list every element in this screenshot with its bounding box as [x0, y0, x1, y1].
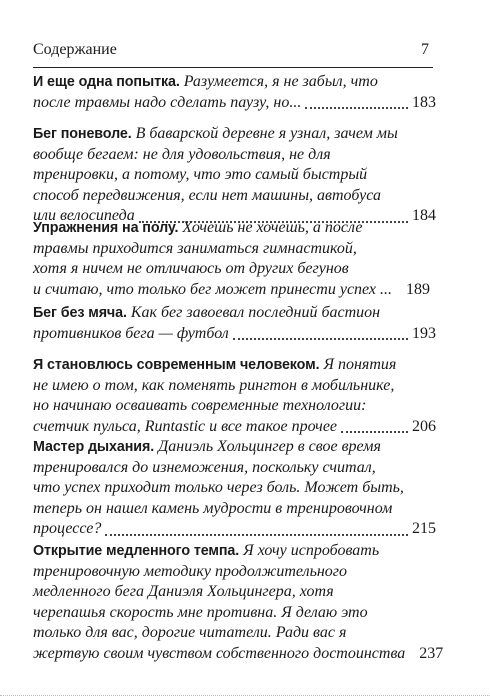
toc-page-number: 193 [412, 324, 436, 342]
dot-leader [305, 107, 408, 109]
toc-entry-text: Я хочу испробовать [243, 542, 380, 559]
toc-line: теперь он нашел камень мудрости в тренировочном [33, 499, 393, 517]
toc-entry-title: Открытие медленного темпа. [33, 543, 240, 559]
dot-leader [341, 431, 408, 433]
toc-line [33, 280, 436, 301]
toc-page-number: 189 [406, 280, 431, 298]
toc-entry-text: Даниэль Хольцингер в свое время [158, 438, 381, 455]
toc-entry-text: Разумеется, я не забыл, что [183, 73, 378, 90]
toc-entry-text: и считаю, что только бег может принести успех ... [33, 280, 393, 298]
dot-leader [233, 338, 408, 340]
toc-line [33, 324, 436, 345]
toc-entry-title: И еще одна попытка. [33, 74, 180, 90]
toc-page-number: 206 [412, 417, 436, 435]
toc-line: но начинаю осваивать современные технологии: [33, 397, 367, 415]
toc-entry-text: или велосипеда [33, 207, 135, 225]
page-edge-dots [0, 694, 490, 696]
toc-line: медленного бега Даниэля Хольцингера, хотя [33, 583, 334, 601]
toc-line [33, 541, 436, 562]
running-header [33, 41, 433, 68]
dot-leader [105, 534, 408, 536]
toc-line [33, 72, 436, 93]
toc-entry-title: Бег без мяча. [33, 305, 127, 321]
toc-line [33, 124, 436, 145]
toc-entry[interactable] [33, 355, 436, 437]
toc-entry-title: Бег поневоле. [33, 126, 132, 142]
toc-page-number: 184 [412, 207, 436, 225]
toc-line [33, 303, 436, 324]
toc-line: способ передвижения, если нет машины, автобуса [33, 186, 381, 204]
toc-line: тренировался до изнеможения, поскольку считал, [33, 458, 376, 476]
toc-line [33, 417, 436, 438]
toc-entry[interactable] [33, 303, 436, 344]
toc-entry-title: Я становлюсь современным человеком. [33, 357, 320, 373]
toc-page-number: 237 [419, 644, 444, 662]
toc-line: тренировочную методику продолжительного [33, 562, 348, 580]
toc-entry[interactable] [33, 541, 444, 665]
toc-line [33, 93, 436, 114]
toc-entry-title: Мастер дыхания. [33, 439, 155, 455]
toc-entry[interactable] [33, 218, 436, 300]
section-title: Содержание [33, 41, 117, 58]
toc-line: не имею о том, как поменять рингтон в мобильнике, [33, 376, 395, 394]
toc-line [33, 644, 444, 665]
toc-entry-text: противников бега — футбол [33, 324, 229, 342]
toc-line [33, 519, 436, 540]
toc-page-number: 183 [412, 93, 436, 111]
toc-line: что успех приходит только через боль. Может быть, [33, 479, 404, 497]
toc-line: тренировки, а потому, что это самый быстрый [33, 166, 368, 184]
toc-entry-text: В баварской деревне я узнал, зачем мы [135, 125, 398, 142]
toc-entry[interactable] [33, 72, 436, 113]
toc-entry-text: процессе? [33, 520, 102, 538]
toc-entry-text: Хочешь не хочешь, а после [182, 219, 363, 236]
toc-entry-text: счетчик пульса, Runtastic и все такое прочее [33, 417, 338, 435]
toc-line: черепашья скорость мне противна. Я делаю это [33, 603, 368, 621]
toc-line [33, 218, 436, 239]
toc-entry-text: Как бег завоевал последний бастион [130, 304, 381, 321]
toc-page-number: 215 [412, 520, 436, 538]
toc-line: только для вас, дорогие читатели. Ради вас я [33, 624, 347, 642]
page-number: 7 [421, 41, 429, 58]
toc-line [33, 437, 436, 458]
toc-line [33, 355, 436, 376]
toc-line: вообще бегаем: не для удовольствия, не для [33, 145, 331, 163]
toc-line: хотя я ничем не отличаюсь от других бегунов [33, 260, 349, 278]
toc-entry[interactable] [33, 437, 436, 540]
toc-entry[interactable] [33, 124, 436, 227]
toc-line: травмы приходится заниматься гимнастикой, [33, 239, 357, 257]
toc-entry-text: жертвую своим чувством собственного достоинства [33, 644, 406, 662]
toc-entry-text: Я понятия [323, 356, 397, 373]
toc-entry-text: после травмы надо сделать паузу, но... [33, 93, 302, 111]
toc-entry-title: Упражнения на полу. [33, 220, 179, 236]
